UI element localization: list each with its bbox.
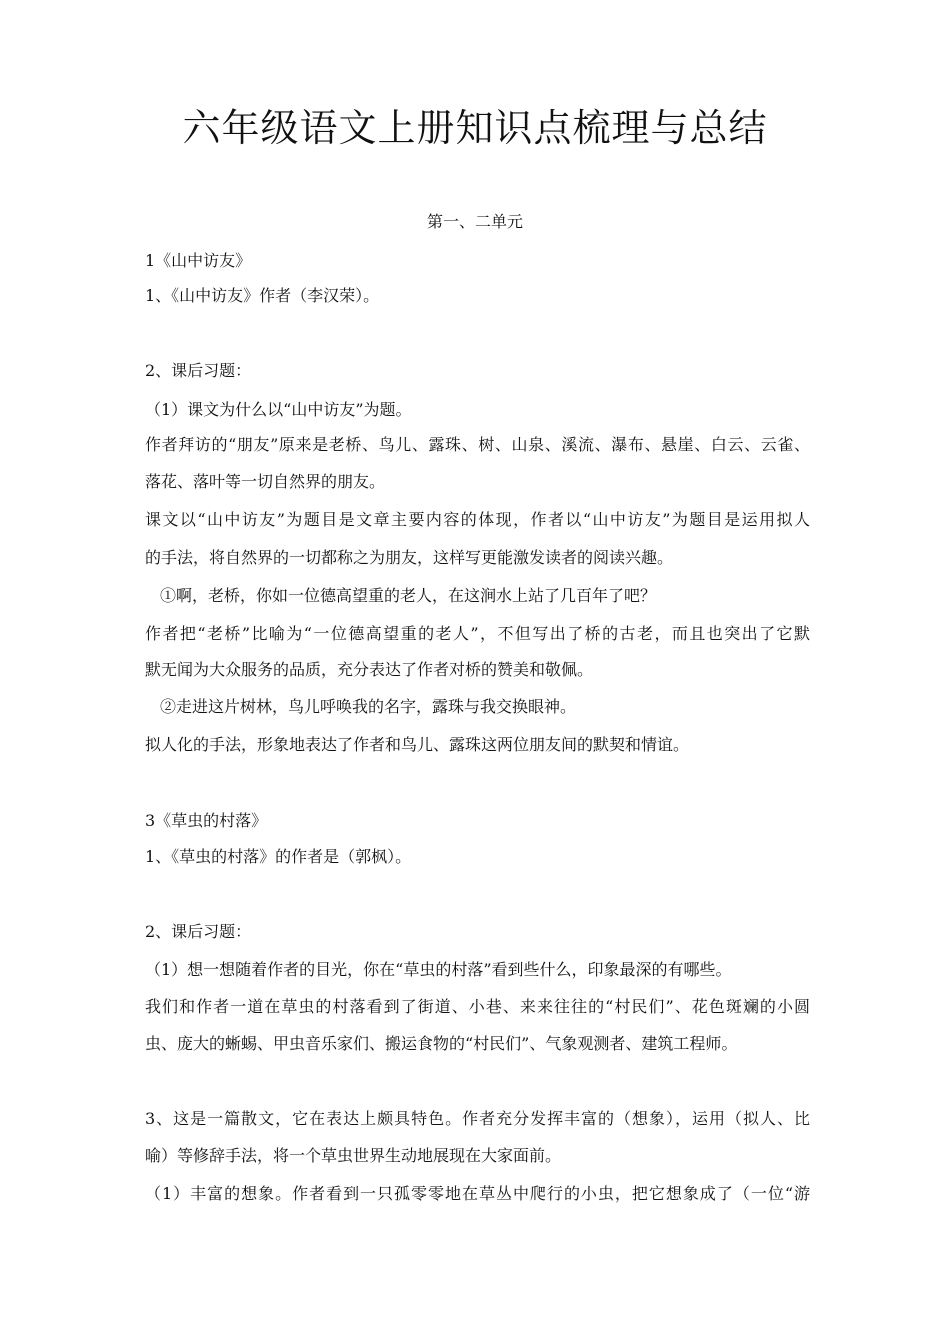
document-title: 六年级语文上册知识点梳理与总结	[182, 106, 768, 150]
paragraph-line: （1）丰富的想象。作者看到一只孤零零地在草丛中爬行的小虫，把它想象成了（一位“游	[145, 1184, 810, 1203]
section-heading: 第一、二单元	[426, 212, 523, 231]
paragraph-line: 2、课后习题：	[145, 361, 252, 380]
lesson-title: 3《草虫的村落》	[145, 811, 268, 830]
paragraph-line: 1、《山中访友》作者（李汉荣）。	[145, 286, 380, 305]
question-line: （1）课文为什么以“山中访友”为题。	[145, 400, 412, 419]
paragraph-line: 作者拜访的“朋友”原来是老桥、鸟儿、露珠、树、山泉、溪流、瀑布、悬崖、白云、云雀、	[145, 435, 810, 454]
paragraph-line: 虫、庞大的蜥蜴、甲虫音乐家们、搬运食物的“村民们”、气象观测者、建筑工程师。	[145, 1034, 738, 1053]
paragraph-line: 课文以“山中访友”为题目是文章主要内容的体现，作者以“山中访友”为题目是运用拟人	[145, 510, 810, 529]
paragraph-line: 2、课后习题：	[145, 922, 252, 941]
question-line: （1）想一想随着作者的目光，你在“草虫的村落”看到些什么，印象最深的有哪些。	[145, 960, 732, 979]
paragraph-line: 1、《草虫的村落》的作者是（郭枫）。	[145, 847, 412, 866]
paragraph-line: 落花、落叶等一切自然界的朋友。	[145, 472, 386, 491]
quote-line: ②走进这片树林，鸟儿呼唤我的名字，露珠与我交换眼神。	[160, 697, 577, 716]
lesson-title: 1《山中访友》	[145, 251, 252, 270]
paragraph-line: 3、这是一篇散文，它在表达上颇具特色。作者充分发挥丰富的（想象），运用（拟人、比	[145, 1109, 810, 1128]
paragraph-line: 喻）等修辞手法，将一个草虫世界生动地展现在大家面前。	[145, 1146, 562, 1165]
quote-line: ①啊，老桥，你如一位德高望重的老人，在这涧水上站了几百年了吧？	[160, 586, 657, 605]
paragraph-line: 默无闻为大众服务的品质，充分表达了作者对桥的赞美和敬佩。	[145, 660, 594, 679]
paragraph-line: 拟人化的手法，形象地表达了作者和鸟儿、露珠这两位朋友间的默契和情谊。	[145, 735, 690, 754]
paragraph-line: 我们和作者一道在草虫的村落看到了街道、小巷、来来往往的“村民们”、花色斑斓的小圆	[145, 997, 810, 1016]
paragraph-line: 的手法，将自然界的一切都称之为朋友，这样写更能激发读者的阅读兴趣。	[145, 548, 674, 567]
paragraph-line: 作者把“老桥”比喻为“一位德高望重的老人”，不但写出了桥的古老，而且也突出了它默	[145, 624, 810, 643]
